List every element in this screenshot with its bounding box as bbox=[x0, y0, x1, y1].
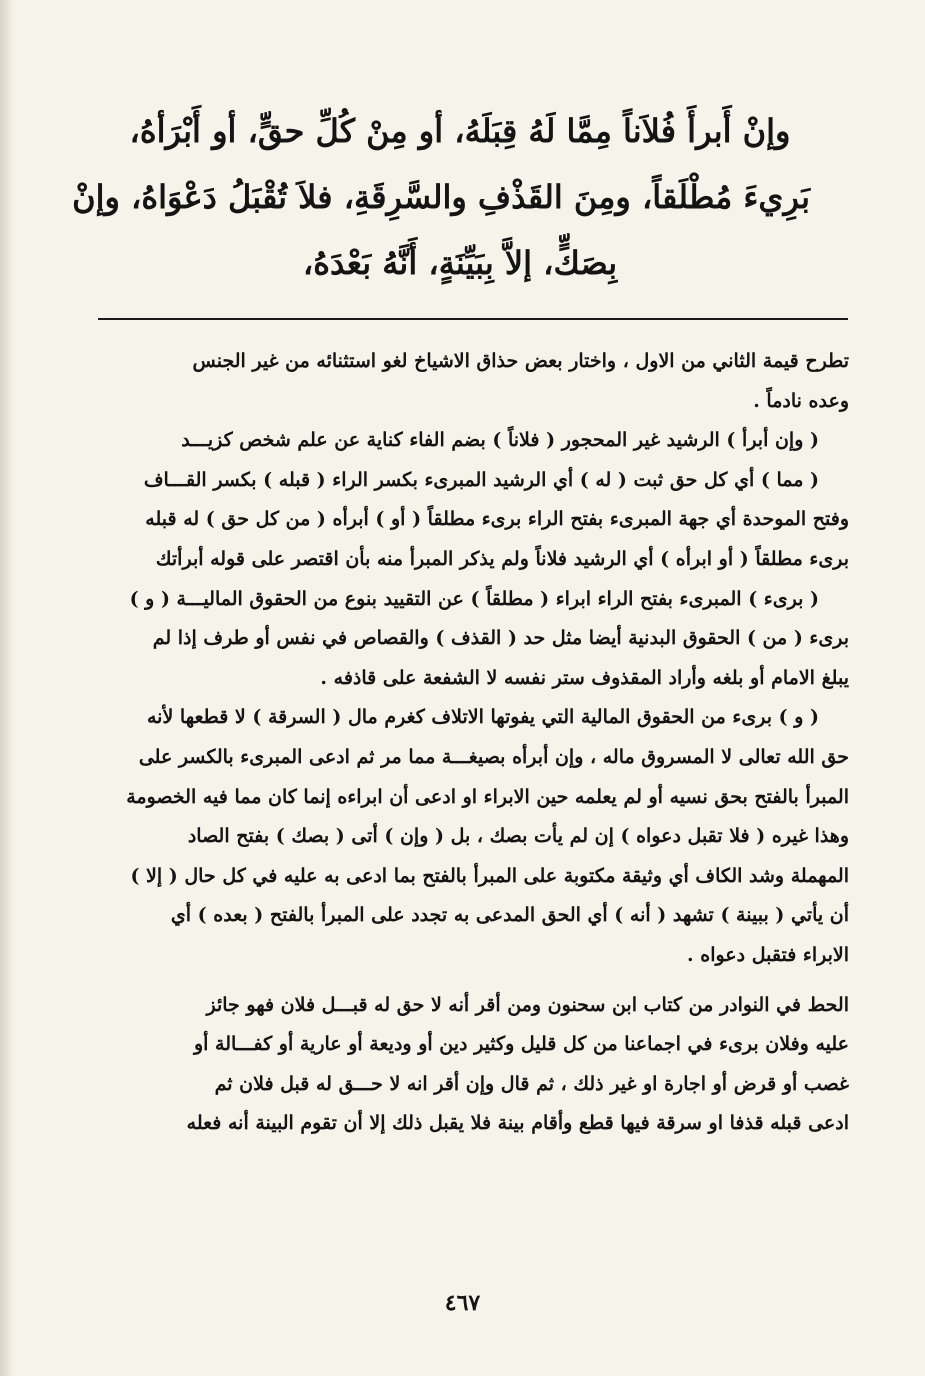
commentary-line: غصب أو قرض أو اجارة او غير ذلك ، ثم قال وإن أقر انه لا حـــق له قبل فلان ثم bbox=[214, 1072, 849, 1095]
commentary-line: المهملة وشد الكاف أي وثيقة مكتوبة على المبرأ بالفتح بما ادعى به عليه في كل حال ( إلا ) bbox=[130, 864, 849, 887]
paragraph-gap bbox=[92, 976, 849, 986]
commentary-line: تطرح قيمة الثاني من الاول ، واختار بعض حذاق الاشياخ لغو استثنائه من غير الجنس bbox=[192, 350, 849, 372]
commentary-line: ( و ) برىء من الحقوق المالية التي يفوتها الاتلاف كغرم مال ( السرقة ) لا قطعها لأنه bbox=[146, 706, 819, 729]
commentary-line: ( وإن أبرأ ) الرشيد غير المحجور ( فلاناً ) بضم الفاء كناية عن علم شخص كزيـــد bbox=[181, 429, 819, 452]
commentary-line: أن يأتي ( ببينة ) تشهد ( أنه ) أي الحق المدعى به تجدد على المبرأ بالفتح ( بعده ) أي bbox=[170, 904, 849, 927]
commentary-line: وعده نادماً . bbox=[753, 389, 849, 412]
commentary-line: ( مما ) أي كل حق ثبت ( له ) أي الرشيد المبرىء بكسر الراء ( قبله ) بكسر القـــاف bbox=[143, 468, 819, 491]
matn-line: بَرِيءَ مُطْلَقاً، ومِنَ القَذْفِ والسَّرِقَةِ، فلاَ تُقْبَلُ دَعْوَاهُ، وإنْ bbox=[72, 178, 810, 216]
page-number: ٤٦٧ bbox=[444, 1290, 481, 1316]
commentary-line: الحط في النوادر من كتاب ابن سحنون ومن أقر أنه لا حق له قبـــل فلان فهو جائز bbox=[206, 993, 849, 1016]
matn-text-block bbox=[72, 98, 810, 296]
matn-line: وإنْ أَبرأَ فُلاَناً مِمَّا لَهُ قِبَلَهُ، أو مِنْ كُلِّ حقٍّ، أو أَبْرَأهُ، bbox=[129, 112, 791, 150]
matn-line: بِصَكٍّ، إلاَّ بِبَيِّنَةٍ، أَنَّهُ بَعْدَهُ، bbox=[302, 244, 618, 282]
commentary-line: عليه وفلان برىء في اجماعنا من كل قليل وكثير دين أو وديعة أو عارية أو كفـــالة أو bbox=[193, 1033, 849, 1056]
commentary-line: حق الله تعالى لا المسروق ماله ، وإن أبرأه بصيغـــة مما مر ثم ادعى المبرىء بالكسر على bbox=[138, 745, 849, 768]
commentary-line: برىء مطلقاً ( أو ابرأه ) أي الرشيد فلاناً ولم يذكر المبرأ منه بأن اقتصر على قوله أبرأتك bbox=[155, 547, 849, 570]
commentary-line: وفتح الموحدة أي جهة المبرىء بفتح الراء برىء مطلقاً ( أو ) أبرأه ( من كل حق ) له قبله bbox=[145, 508, 849, 531]
commentary-line: ادعى قبله قذفا او سرقة فيها قطع وأقام بينة فلا يقبل ذلك إلا أن تقوم البينة أنه فعله bbox=[186, 1112, 849, 1135]
commentary-line: المبرأ بالفتح بحق نسيه أو لم يعلمه حين الابراء او ادعى أن ابراءه إنما كان مما فيه الخصومة bbox=[126, 785, 849, 808]
commentary-line: الابراء فتقبل دعواه . bbox=[687, 943, 849, 966]
commentary-line: يبلغ الامام أو بلغه وأراد المقذوف ستر نفسه لا الشفعة على قاذفه . bbox=[320, 666, 849, 689]
commentary-line: ( برىء ) المبرىء بفتح الراء ابراء ( مطلقاً ) عن التقييد بنوع من الحقوق الماليـــة ( و ) bbox=[129, 587, 819, 610]
section-divider bbox=[98, 318, 848, 320]
page-edge-shadow bbox=[0, 0, 14, 1376]
commentary-text-block bbox=[92, 342, 849, 1144]
commentary-line: وهذا غيره ( فلا تقبل دعواه ) إن لم يأت بصك ، بل ( وإن ) أتى ( بصك ) بفتح الصاد bbox=[187, 825, 849, 848]
commentary-line: برىء ( من ) الحقوق البدنية أيضا مثل حد ( القذف ) والقصاص في نفس أو طرف إذا لم bbox=[152, 627, 849, 650]
